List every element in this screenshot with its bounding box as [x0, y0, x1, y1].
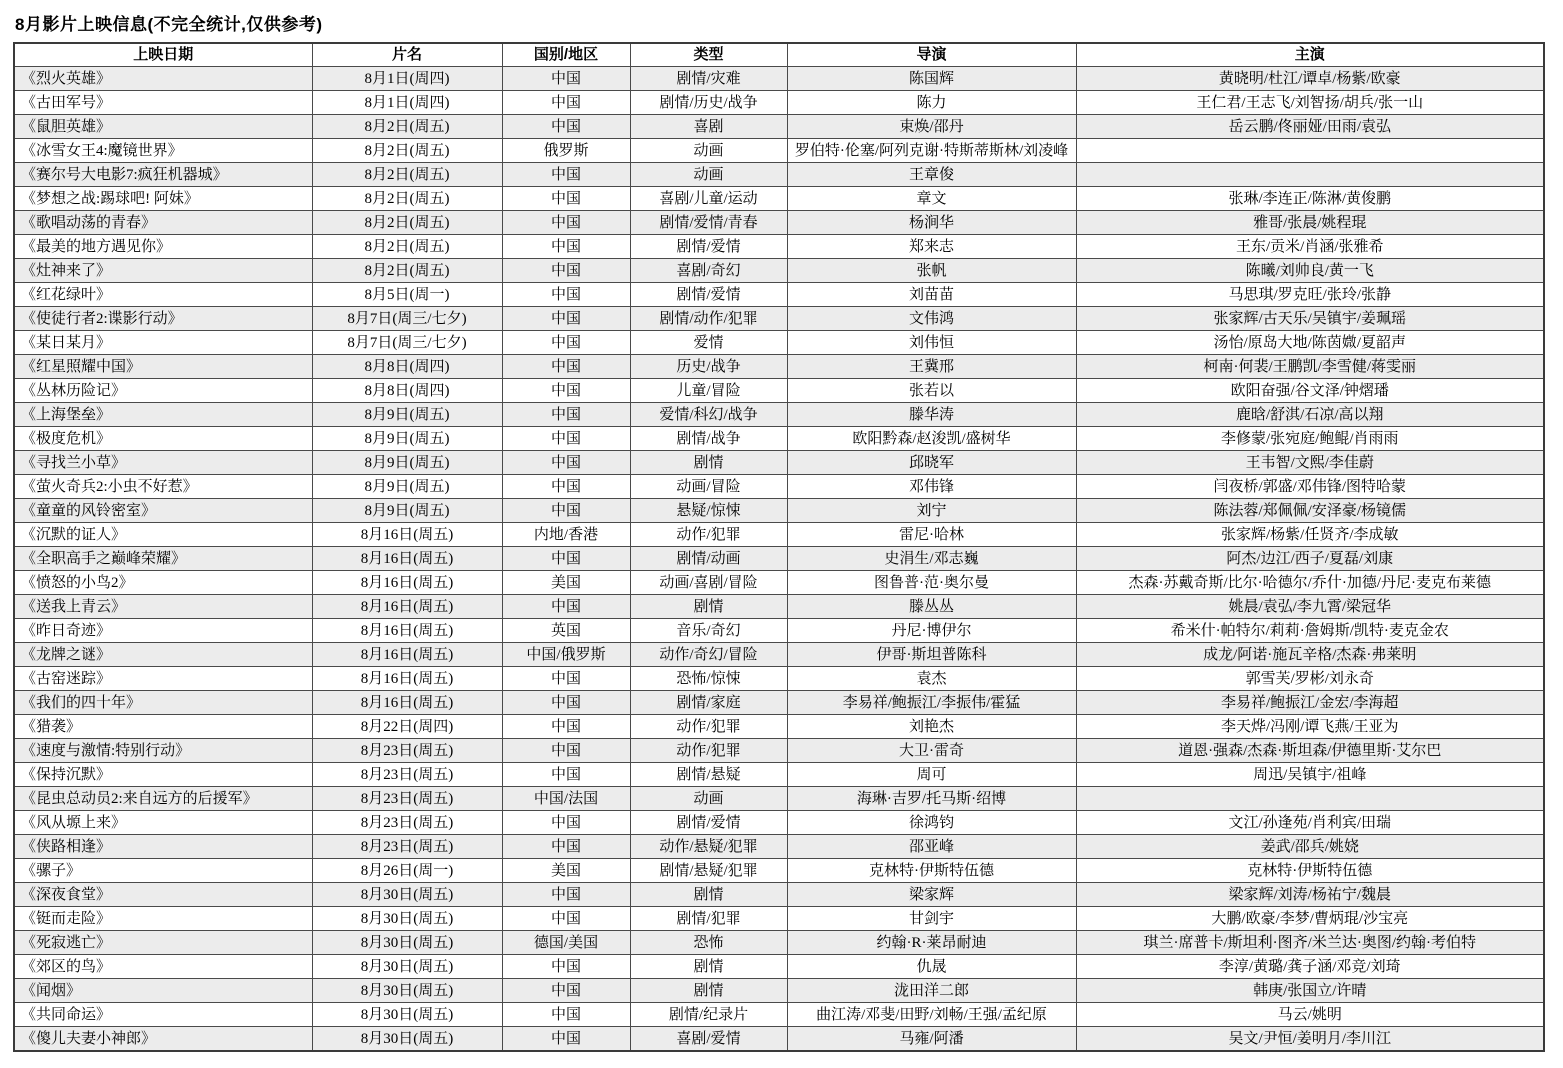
cell-cast: 克林特·伊斯特伍德	[1076, 859, 1544, 883]
cell-date: 8月9日(周五)	[312, 427, 502, 451]
header-genre: 类型	[630, 43, 787, 67]
cell-director: 周可	[787, 763, 1076, 787]
cell-region: 中国	[502, 451, 630, 475]
movie-table-body	[14, 67, 1544, 1052]
cell-genre: 恐怖/惊悚	[630, 667, 787, 691]
cell-cast: 汤怡/原岛大地/陈茵媺/夏韶声	[1076, 331, 1544, 355]
cell-title: 《沉默的证人》	[14, 523, 312, 547]
cell-title: 《灶神来了》	[14, 259, 312, 283]
cell-date: 8月5日(周一)	[312, 283, 502, 307]
cell-director: 邱晓军	[787, 451, 1076, 475]
cell-director: 雷尼·哈林	[787, 523, 1076, 547]
cell-cast: 张家辉/古天乐/吴镇宇/姜珮瑶	[1076, 307, 1544, 331]
cell-cast: 柯南·何裴/王鹏凯/李雪健/蒋雯丽	[1076, 355, 1544, 379]
table-row	[14, 355, 1544, 379]
cell-region: 中国	[502, 211, 630, 235]
cell-director: 克林特·伊斯特伍德	[787, 859, 1076, 883]
cell-cast	[1076, 139, 1544, 163]
cell-date: 8月23日(周五)	[312, 811, 502, 835]
cell-director: 章文	[787, 187, 1076, 211]
movie-table	[13, 42, 1545, 1052]
cell-genre: 喜剧/儿童/运动	[630, 187, 787, 211]
cell-director: 徐鸿钧	[787, 811, 1076, 835]
table-row	[14, 643, 1544, 667]
cell-genre: 动作/悬疑/犯罪	[630, 835, 787, 859]
cell-title: 《共同命运》	[14, 1003, 312, 1027]
cell-title: 《寻找兰小草》	[14, 451, 312, 475]
cell-date: 8月2日(周五)	[312, 187, 502, 211]
cell-region: 美国	[502, 571, 630, 595]
cell-date: 8月8日(周四)	[312, 379, 502, 403]
cell-region: 中国	[502, 691, 630, 715]
cell-director: 文伟鸿	[787, 307, 1076, 331]
cell-director: 邵亚峰	[787, 835, 1076, 859]
cell-region: 美国	[502, 859, 630, 883]
cell-date: 8月2日(周五)	[312, 259, 502, 283]
cell-cast: 马思琪/罗克旺/张玲/张静	[1076, 283, 1544, 307]
cell-genre: 剧情	[630, 955, 787, 979]
cell-date: 8月23日(周五)	[312, 835, 502, 859]
cell-title: 《昆虫总动员2:来自远方的后援军》	[14, 787, 312, 811]
cell-region: 中国	[502, 1003, 630, 1027]
cell-genre: 剧情/爱情	[630, 811, 787, 835]
cell-title: 《丛林历险记》	[14, 379, 312, 403]
cell-date: 8月23日(周五)	[312, 739, 502, 763]
cell-director: 张帆	[787, 259, 1076, 283]
table-row	[14, 787, 1544, 811]
cell-date: 8月16日(周五)	[312, 667, 502, 691]
table-row	[14, 1003, 1544, 1027]
cell-region: 中国	[502, 739, 630, 763]
table-row	[14, 1027, 1544, 1052]
cell-date: 8月30日(周五)	[312, 883, 502, 907]
cell-region: 中国	[502, 955, 630, 979]
table-row	[14, 379, 1544, 403]
cell-genre: 剧情/历史/战争	[630, 91, 787, 115]
cell-genre: 剧情/悬疑	[630, 763, 787, 787]
cell-genre: 剧情/爱情	[630, 235, 787, 259]
cell-region: 中国	[502, 427, 630, 451]
cell-region: 中国	[502, 115, 630, 139]
cell-genre: 动画	[630, 139, 787, 163]
cell-title: 《风从塬上来》	[14, 811, 312, 835]
cell-region: 中国	[502, 763, 630, 787]
cell-cast: 李天烨/冯刚/谭飞燕/王亚为	[1076, 715, 1544, 739]
cell-region: 中国	[502, 283, 630, 307]
table-row	[14, 283, 1544, 307]
cell-title: 《红花绿叶》	[14, 283, 312, 307]
cell-title: 《某日某月》	[14, 331, 312, 355]
cell-director: 甘剑宇	[787, 907, 1076, 931]
cell-cast: 鹿晗/舒淇/石凉/高以翔	[1076, 403, 1544, 427]
table-row	[14, 955, 1544, 979]
cell-cast: 姜武/邵兵/姚娆	[1076, 835, 1544, 859]
cell-genre: 喜剧	[630, 115, 787, 139]
cell-director: 罗伯特·伦塞/阿列克谢·特斯蒂斯林/刘凌峰	[787, 139, 1076, 163]
table-row	[14, 91, 1544, 115]
table-row	[14, 931, 1544, 955]
cell-cast: 黄晓明/杜江/谭卓/杨紫/欧豪	[1076, 67, 1544, 91]
cell-genre: 动画/冒险	[630, 475, 787, 499]
cell-date: 8月23日(周五)	[312, 763, 502, 787]
cell-director: 马雍/阿潘	[787, 1027, 1076, 1052]
cell-title: 《龙牌之谜》	[14, 643, 312, 667]
cell-director: 海琳·吉罗/托马斯·绍博	[787, 787, 1076, 811]
cell-date: 8月30日(周五)	[312, 1027, 502, 1052]
table-row	[14, 235, 1544, 259]
table-row	[14, 811, 1544, 835]
cell-director: 图鲁普·范·奥尔曼	[787, 571, 1076, 595]
cell-genre: 剧情/战争	[630, 427, 787, 451]
cell-genre: 剧情/悬疑/犯罪	[630, 859, 787, 883]
cell-genre: 恐怖	[630, 931, 787, 955]
page-title: 8月影片上映信息(不完全统计,仅供参考)	[15, 15, 323, 34]
cell-date: 8月2日(周五)	[312, 139, 502, 163]
cell-cast: 成龙/阿诺·施瓦辛格/杰森·弗莱明	[1076, 643, 1544, 667]
cell-date: 8月30日(周五)	[312, 979, 502, 1003]
cell-cast: 张琳/李连正/陈淋/黄俊鹏	[1076, 187, 1544, 211]
cell-region: 中国	[502, 163, 630, 187]
cell-cast: 欧阳奋强/谷文泽/钟熠璠	[1076, 379, 1544, 403]
cell-cast: 张家辉/杨紫/任贤齐/李成敏	[1076, 523, 1544, 547]
cell-director: 伊哥·斯坦普陈科	[787, 643, 1076, 667]
cell-date: 8月16日(周五)	[312, 523, 502, 547]
cell-genre: 喜剧/爱情	[630, 1027, 787, 1052]
cell-cast: 梁家辉/刘涛/杨祐宁/魏晨	[1076, 883, 1544, 907]
cell-title: 《死寂逃亡》	[14, 931, 312, 955]
cell-director: 刘伟恒	[787, 331, 1076, 355]
cell-title: 《速度与激情:特别行动》	[14, 739, 312, 763]
cell-region: 内地/香港	[502, 523, 630, 547]
cell-cast: 李易祥/鲍振江/金宏/李海超	[1076, 691, 1544, 715]
header-director: 导演	[787, 43, 1076, 67]
table-row	[14, 259, 1544, 283]
table-row	[14, 115, 1544, 139]
cell-cast: 文江/孙逢苑/肖利宾/田瑞	[1076, 811, 1544, 835]
cell-date: 8月16日(周五)	[312, 619, 502, 643]
cell-director: 张若以	[787, 379, 1076, 403]
table-row	[14, 715, 1544, 739]
cell-title: 《深夜食堂》	[14, 883, 312, 907]
cell-date: 8月1日(周四)	[312, 91, 502, 115]
cell-cast: 李淳/黄璐/龚子涵/邓竞/刘琦	[1076, 955, 1544, 979]
table-row	[14, 547, 1544, 571]
cell-cast: 道恩·强森/杰森·斯坦森/伊德里斯·艾尔巴	[1076, 739, 1544, 763]
cell-title: 《傻儿夫妻小神郎》	[14, 1027, 312, 1052]
cell-region: 德国/美国	[502, 931, 630, 955]
table-row	[14, 979, 1544, 1003]
cell-date: 8月30日(周五)	[312, 931, 502, 955]
cell-title: 《郊区的鸟》	[14, 955, 312, 979]
cell-title: 《童童的风铃密室》	[14, 499, 312, 523]
table-row	[14, 331, 1544, 355]
cell-cast: 大鹏/欧豪/李梦/曹炳琨/沙宝亮	[1076, 907, 1544, 931]
cell-cast: 周迅/吴镇宇/祖峰	[1076, 763, 1544, 787]
cell-date: 8月22日(周四)	[312, 715, 502, 739]
table-row	[14, 499, 1544, 523]
cell-director: 欧阳黔森/赵浚凯/盛树华	[787, 427, 1076, 451]
cell-date: 8月16日(周五)	[312, 643, 502, 667]
cell-director: 大卫·雷奇	[787, 739, 1076, 763]
cell-director: 曲江涛/邓斐/田野/刘畅/王强/孟纪原	[787, 1003, 1076, 1027]
cell-region: 俄罗斯	[502, 139, 630, 163]
cell-date: 8月16日(周五)	[312, 595, 502, 619]
cell-director: 史涓生/邓志巍	[787, 547, 1076, 571]
cell-title: 《使徒行者2:谍影行动》	[14, 307, 312, 331]
cell-region: 中国	[502, 979, 630, 1003]
header-cast: 主演	[1076, 43, 1544, 67]
cell-director: 约翰·R·莱昂耐迪	[787, 931, 1076, 955]
table-row	[14, 139, 1544, 163]
cell-region: 中国	[502, 547, 630, 571]
cell-region: 中国	[502, 235, 630, 259]
cell-date: 8月16日(周五)	[312, 571, 502, 595]
cell-date: 8月16日(周五)	[312, 691, 502, 715]
cell-date: 8月7日(周三/七夕)	[312, 331, 502, 355]
cell-region: 中国	[502, 67, 630, 91]
cell-director: 束焕/邵丹	[787, 115, 1076, 139]
cell-title: 《昨日奇迹》	[14, 619, 312, 643]
cell-genre: 剧情	[630, 595, 787, 619]
cell-region: 中国	[502, 595, 630, 619]
cell-date: 8月1日(周四)	[312, 67, 502, 91]
cell-director: 刘宁	[787, 499, 1076, 523]
cell-cast: 王韦智/文熙/李佳蔚	[1076, 451, 1544, 475]
table-row	[14, 907, 1544, 931]
table-row	[14, 187, 1544, 211]
cell-region: 中国	[502, 883, 630, 907]
cell-title: 《红星照耀中国》	[14, 355, 312, 379]
cell-director: 滕华涛	[787, 403, 1076, 427]
cell-region: 中国	[502, 379, 630, 403]
cell-cast: 马云/姚明	[1076, 1003, 1544, 1027]
cell-title: 《歌唱动荡的青春》	[14, 211, 312, 235]
cell-title: 《侠路相逢》	[14, 835, 312, 859]
cell-region: 中国	[502, 475, 630, 499]
table-row	[14, 403, 1544, 427]
cell-genre: 爱情	[630, 331, 787, 355]
cell-title: 《铤而走险》	[14, 907, 312, 931]
cell-cast: 陈法蓉/郑佩佩/安泽豪/杨镜儒	[1076, 499, 1544, 523]
cell-date: 8月9日(周五)	[312, 475, 502, 499]
cell-genre: 剧情/纪录片	[630, 1003, 787, 1027]
table-row	[14, 859, 1544, 883]
cell-date: 8月30日(周五)	[312, 907, 502, 931]
table-row	[14, 835, 1544, 859]
cell-cast: 吴文/尹恒/姜明月/李川江	[1076, 1027, 1544, 1052]
cell-title: 《梦想之战:踢球吧! 阿妹》	[14, 187, 312, 211]
cell-date: 8月2日(周五)	[312, 163, 502, 187]
cell-region: 中国	[502, 307, 630, 331]
table-row	[14, 571, 1544, 595]
cell-director: 王章俊	[787, 163, 1076, 187]
cell-region: 中国	[502, 667, 630, 691]
cell-region: 中国	[502, 499, 630, 523]
cell-title: 《保持沉默》	[14, 763, 312, 787]
cell-cast: 姚晨/袁弘/李九霄/梁冠华	[1076, 595, 1544, 619]
cell-title: 《古田军号》	[14, 91, 312, 115]
cell-director: 泷田洋二郎	[787, 979, 1076, 1003]
cell-director: 刘艳杰	[787, 715, 1076, 739]
cell-region: 中国	[502, 331, 630, 355]
cell-region: 中国	[502, 355, 630, 379]
table-row	[14, 67, 1544, 91]
cell-title: 《古窑迷踪》	[14, 667, 312, 691]
table-row	[14, 595, 1544, 619]
cell-cast: 陈曦/刘帅良/黄一飞	[1076, 259, 1544, 283]
cell-date: 8月8日(周四)	[312, 355, 502, 379]
cell-cast: 李修蒙/张宛庭/鲍鲲/肖雨雨	[1076, 427, 1544, 451]
cell-director: 李易祥/鲍振江/李振伟/霍猛	[787, 691, 1076, 715]
cell-cast: 杰森·苏戴奇斯/比尔·哈德尔/乔什·加德/丹尼·麦克布莱德	[1076, 571, 1544, 595]
cell-genre: 动作/犯罪	[630, 715, 787, 739]
cell-director: 陈国辉	[787, 67, 1076, 91]
table-row	[14, 523, 1544, 547]
cell-title: 《全职高手之巅峰荣耀》	[14, 547, 312, 571]
cell-cast: 郭雪芙/罗彬/刘永奇	[1076, 667, 1544, 691]
cell-genre: 剧情/家庭	[630, 691, 787, 715]
cell-genre: 动画/喜剧/冒险	[630, 571, 787, 595]
cell-genre: 爱情/科幻/战争	[630, 403, 787, 427]
cell-cast: 雅哥/张晨/姚程琨	[1076, 211, 1544, 235]
cell-genre: 历史/战争	[630, 355, 787, 379]
cell-genre: 动画	[630, 163, 787, 187]
cell-title: 《骡子》	[14, 859, 312, 883]
header-release-date: 上映日期	[14, 43, 312, 67]
cell-region: 中国/法国	[502, 787, 630, 811]
cell-title: 《送我上青云》	[14, 595, 312, 619]
cell-title: 《最美的地方遇见你》	[14, 235, 312, 259]
table-row	[14, 883, 1544, 907]
cell-genre: 剧情	[630, 451, 787, 475]
cell-date: 8月2日(周五)	[312, 115, 502, 139]
cell-director: 郑来志	[787, 235, 1076, 259]
table-row	[14, 163, 1544, 187]
cell-director: 刘苗苗	[787, 283, 1076, 307]
cell-cast: 韩庚/张国立/许晴	[1076, 979, 1544, 1003]
cell-cast: 王仁君/王志飞/刘智扬/胡兵/张一山	[1076, 91, 1544, 115]
cell-title: 《愤怒的小鸟2》	[14, 571, 312, 595]
cell-director: 袁杰	[787, 667, 1076, 691]
cell-genre: 剧情/动画	[630, 547, 787, 571]
table-row	[14, 307, 1544, 331]
cell-region: 中国	[502, 835, 630, 859]
header-region: 国别/地区	[502, 43, 630, 67]
table-row	[14, 763, 1544, 787]
cell-region: 中国/俄罗斯	[502, 643, 630, 667]
table-row	[14, 691, 1544, 715]
cell-region: 中国	[502, 259, 630, 283]
cell-director: 丹尼·博伊尔	[787, 619, 1076, 643]
cell-director: 梁家辉	[787, 883, 1076, 907]
cell-director: 王冀邢	[787, 355, 1076, 379]
cell-title: 《赛尔号大电影7:疯狂机器城》	[14, 163, 312, 187]
cell-title: 《我们的四十年》	[14, 691, 312, 715]
cell-date: 8月2日(周五)	[312, 211, 502, 235]
cell-date: 8月23日(周五)	[312, 787, 502, 811]
cell-cast: 希米什·帕特尔/莉莉·詹姆斯/凯特·麦克金农	[1076, 619, 1544, 643]
cell-cast: 琪兰·席普卡/斯坦利·图齐/米兰达·奥图/约翰·考伯特	[1076, 931, 1544, 955]
cell-title: 《烈火英雄》	[14, 67, 312, 91]
table-row	[14, 739, 1544, 763]
cell-region: 中国	[502, 1027, 630, 1052]
cell-genre: 动画	[630, 787, 787, 811]
cell-cast: 阿杰/边江/西子/夏磊/刘康	[1076, 547, 1544, 571]
cell-title: 《萤火奇兵2:小虫不好惹》	[14, 475, 312, 499]
cell-region: 中国	[502, 811, 630, 835]
table-row	[14, 427, 1544, 451]
cell-genre: 动作/奇幻/冒险	[630, 643, 787, 667]
table-row	[14, 451, 1544, 475]
cell-director: 邓伟锋	[787, 475, 1076, 499]
cell-region: 英国	[502, 619, 630, 643]
cell-title: 《猎袭》	[14, 715, 312, 739]
cell-date: 8月30日(周五)	[312, 955, 502, 979]
cell-date: 8月16日(周五)	[312, 547, 502, 571]
cell-genre: 剧情/犯罪	[630, 907, 787, 931]
header-film-title: 片名	[312, 43, 502, 67]
cell-region: 中国	[502, 715, 630, 739]
cell-genre: 音乐/奇幻	[630, 619, 787, 643]
cell-region: 中国	[502, 403, 630, 427]
cell-genre: 喜剧/奇幻	[630, 259, 787, 283]
cell-cast: 闫夜桥/郭盛/邓伟锋/图特哈蒙	[1076, 475, 1544, 499]
cell-region: 中国	[502, 91, 630, 115]
cell-title: 《闻烟》	[14, 979, 312, 1003]
cell-title: 《鼠胆英雄》	[14, 115, 312, 139]
cell-genre: 儿童/冒险	[630, 379, 787, 403]
cell-director: 仇晟	[787, 955, 1076, 979]
cell-date: 8月26日(周一)	[312, 859, 502, 883]
table-header	[14, 43, 1544, 67]
table-row	[14, 619, 1544, 643]
cell-genre: 剧情	[630, 979, 787, 1003]
cell-genre: 悬疑/惊悚	[630, 499, 787, 523]
cell-cast: 岳云鹏/佟丽娅/田雨/袁弘	[1076, 115, 1544, 139]
cell-region: 中国	[502, 187, 630, 211]
cell-genre: 动作/犯罪	[630, 523, 787, 547]
table-row	[14, 475, 1544, 499]
cell-genre: 剧情/动作/犯罪	[630, 307, 787, 331]
cell-cast: 王东/贡米/肖涵/张雅希	[1076, 235, 1544, 259]
cell-genre: 剧情	[630, 883, 787, 907]
table-row	[14, 667, 1544, 691]
header-row	[14, 43, 1544, 67]
cell-date: 8月9日(周五)	[312, 451, 502, 475]
cell-date: 8月7日(周三/七夕)	[312, 307, 502, 331]
cell-date: 8月9日(周五)	[312, 403, 502, 427]
cell-title: 《冰雪女王4:魔镜世界》	[14, 139, 312, 163]
table-row	[14, 211, 1544, 235]
cell-genre: 剧情/爱情/青春	[630, 211, 787, 235]
cell-date: 8月9日(周五)	[312, 499, 502, 523]
cell-title: 《上海堡垒》	[14, 403, 312, 427]
cell-genre: 剧情/灾难	[630, 67, 787, 91]
cell-director: 陈力	[787, 91, 1076, 115]
cell-date: 8月30日(周五)	[312, 1003, 502, 1027]
cell-title: 《极度危机》	[14, 427, 312, 451]
cell-cast	[1076, 787, 1544, 811]
cell-genre: 剧情/爱情	[630, 283, 787, 307]
cell-date: 8月2日(周五)	[312, 235, 502, 259]
cell-genre: 动作/犯罪	[630, 739, 787, 763]
cell-director: 滕丛丛	[787, 595, 1076, 619]
cell-cast	[1076, 163, 1544, 187]
cell-region: 中国	[502, 907, 630, 931]
cell-director: 杨涧华	[787, 211, 1076, 235]
